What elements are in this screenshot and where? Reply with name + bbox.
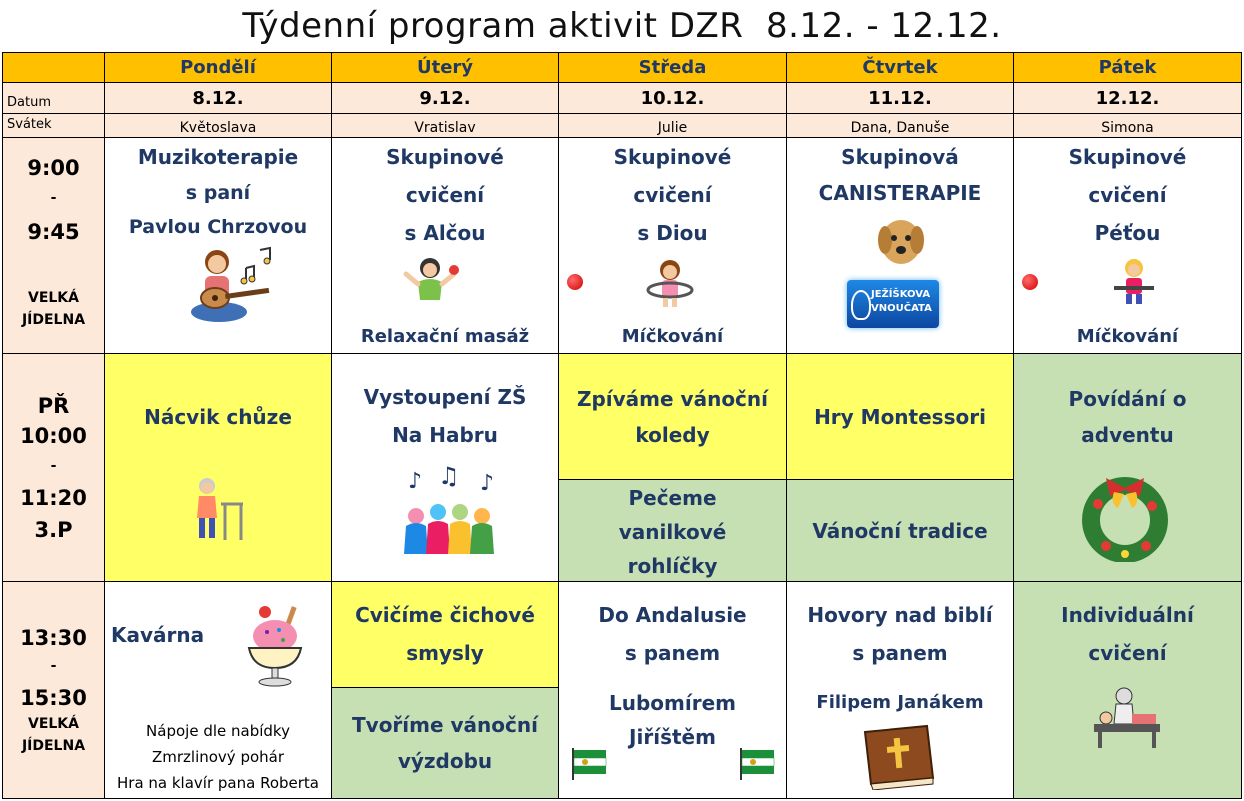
hula-hoop-icon [645, 258, 695, 308]
activity-line: Hovory nad biblí [807, 603, 993, 627]
activity-line: Zpíváme vánoční [576, 387, 769, 411]
activity-fri-afternoon [1013, 581, 1242, 799]
activity-line: Do Andalusie [598, 603, 747, 627]
exercise-woman-icon [400, 256, 460, 304]
time-afternoon [2, 581, 105, 799]
time-start: 13:30 [20, 626, 87, 650]
activity-tue-afternoon-bottom [331, 687, 559, 799]
nameday-label: Svátek [2, 113, 105, 138]
activity-line: s paní [185, 182, 251, 204]
elderly-walker-icon [185, 476, 249, 542]
activity-line: Skupinové [386, 145, 504, 169]
activity-note: Míčkování [621, 326, 724, 347]
time-start: 9:00 [27, 156, 80, 180]
activity-wed-midday-top [558, 353, 787, 480]
activity-line: smysly [406, 641, 484, 665]
activity-wed-afternoon [558, 581, 787, 799]
activity-line: cvičení [1088, 641, 1167, 665]
date-label: Datum [2, 82, 105, 114]
day-header-wed: Středa [558, 52, 787, 83]
activity-wed-morning [558, 137, 787, 354]
activity-line: vanilkové [618, 520, 727, 544]
activity-line: CANISTERAPIE [818, 181, 982, 205]
activity-line: Povídání o [1068, 387, 1187, 411]
red-ball-icon [1022, 274, 1038, 290]
day-header-thu: Čtvrtek [786, 52, 1014, 83]
activity-mon-morning [104, 137, 332, 354]
activity-line: adventu [1081, 423, 1174, 447]
activity-fri-midday [1013, 353, 1242, 582]
svg-text:♫: ♫ [438, 466, 460, 490]
activity-line: Na Habru [392, 423, 498, 447]
place-line2: JÍDELNA [21, 738, 86, 754]
andalusia-flag-icon [569, 746, 609, 780]
activity-thu-midday-top [786, 353, 1014, 480]
menu-item: Hra na klavír pana Roberta [117, 774, 319, 792]
activity-line: Hry Montessori [814, 405, 986, 429]
time-morning [2, 137, 105, 354]
logo-emblem [851, 290, 871, 320]
place-line1: VELKÁ [27, 290, 79, 306]
activity-line: Pavlou Chrzovou [128, 216, 308, 238]
bible-icon [857, 722, 939, 790]
activity-tue-afternoon-top [331, 581, 559, 688]
activity-fri-morning [1013, 137, 1242, 354]
jeziskova-vnoucata-logo [847, 280, 939, 328]
svg-text:♪: ♪ [480, 471, 495, 496]
activity-line: Kavárna [111, 623, 205, 647]
time-prefix: PŘ [37, 394, 70, 418]
activity-line: Nácvik chůze [144, 405, 292, 429]
activity-line: s Diou [637, 221, 708, 245]
singing-choir-icon [398, 466, 502, 558]
day-header-tue: Úterý [331, 52, 559, 83]
activity-line: rohlíčky [627, 554, 718, 578]
place-line2: JÍDELNA [21, 312, 86, 328]
advent-wreath-icon [1076, 464, 1174, 562]
activity-line: Péťou [1094, 221, 1161, 245]
place: 3.P [34, 518, 73, 542]
fitness-woman-icon [1110, 256, 1160, 306]
activity-line: Vánoční tradice [812, 519, 988, 543]
date-mon: 8.12. [104, 82, 332, 114]
activity-line: Tvoříme vánoční [352, 713, 538, 737]
activity-tue-morning [331, 137, 559, 354]
activity-mon-afternoon [104, 581, 332, 799]
activity-line: s Alčou [404, 221, 486, 245]
menu-item: Nápoje dle nabídky [146, 722, 290, 740]
activity-tue-midday [331, 353, 559, 582]
nameday-mon: Květoslava [104, 113, 332, 138]
time-midday [2, 353, 105, 582]
time-end: 11:20 [20, 486, 87, 510]
svg-text:♪: ♪ [408, 469, 423, 494]
date-thu: 11.12. [786, 82, 1014, 114]
nameday-thu: Dana, Danuše [786, 113, 1014, 138]
date-tue: 9.12. [331, 82, 559, 114]
activity-line: Skupinové [1068, 145, 1187, 169]
music-notes-icon [240, 246, 276, 286]
time-end: 15:30 [20, 686, 87, 710]
time-dash: - [50, 190, 57, 206]
activity-line: Muzikoterapie [137, 145, 299, 169]
red-ball-icon [567, 274, 583, 290]
nameday-wed: Julie [558, 113, 787, 138]
activity-line: cvičení [1088, 183, 1167, 207]
header-corner [2, 52, 105, 83]
day-header-fri: Pátek [1013, 52, 1242, 83]
activity-line: výzdobu [397, 749, 493, 773]
activity-line: Jiříštěm [629, 725, 716, 749]
activity-line: s panem [852, 641, 948, 665]
logo-text-line2: VNOUČATA [871, 303, 932, 314]
time-dash: - [50, 458, 57, 474]
andalusia-flag-icon [737, 746, 777, 780]
physiotherapy-icon [1086, 684, 1170, 750]
activity-wed-midday-bottom [558, 479, 787, 582]
activity-note: Relaxační masáž [360, 326, 530, 347]
activity-line: cvičení [633, 183, 712, 207]
activity-line: cvičení [405, 183, 485, 207]
activity-line: Skupinové [613, 145, 732, 169]
date-wed: 10.12. [558, 82, 787, 114]
activity-thu-morning [786, 137, 1014, 354]
time-end: 9:45 [27, 220, 80, 244]
activity-line: s panem [624, 641, 721, 665]
activity-line: Vystoupení ZŠ [363, 385, 527, 409]
time-start: 10:00 [20, 424, 87, 448]
dog-icon [875, 214, 927, 266]
day-header-mon: Pondělí [104, 52, 332, 83]
page-title: Týdenní program aktivit DZR 8.12. - 12.12. [242, 6, 1002, 46]
activity-note: Míčkování [1076, 326, 1179, 347]
activity-thu-afternoon [786, 581, 1014, 799]
activity-mon-midday [104, 353, 332, 582]
activity-line: Lubomírem [608, 691, 736, 715]
logo-text-line1: JEŽÍŠKOVA [871, 289, 931, 300]
nameday-fri: Simona [1013, 113, 1242, 138]
activity-line: koledy [635, 423, 710, 447]
logo-text [871, 288, 932, 316]
time-dash: - [50, 658, 57, 674]
menu-item: Zmrzlinový pohár [151, 748, 285, 766]
activity-line: Filipem Janákem [816, 692, 984, 713]
activity-thu-midday-bottom [786, 479, 1014, 582]
date-fri: 12.12. [1013, 82, 1242, 114]
ice-cream-sundae-icon [243, 602, 309, 688]
place-line1: VELKÁ [27, 716, 79, 732]
activity-line: Skupinová [841, 145, 959, 169]
nameday-tue: Vratislav [331, 113, 559, 138]
activity-line: Individuální [1061, 603, 1194, 627]
activity-line: Pečeme [628, 486, 717, 510]
activity-line: Cvičíme čichové [355, 603, 535, 627]
